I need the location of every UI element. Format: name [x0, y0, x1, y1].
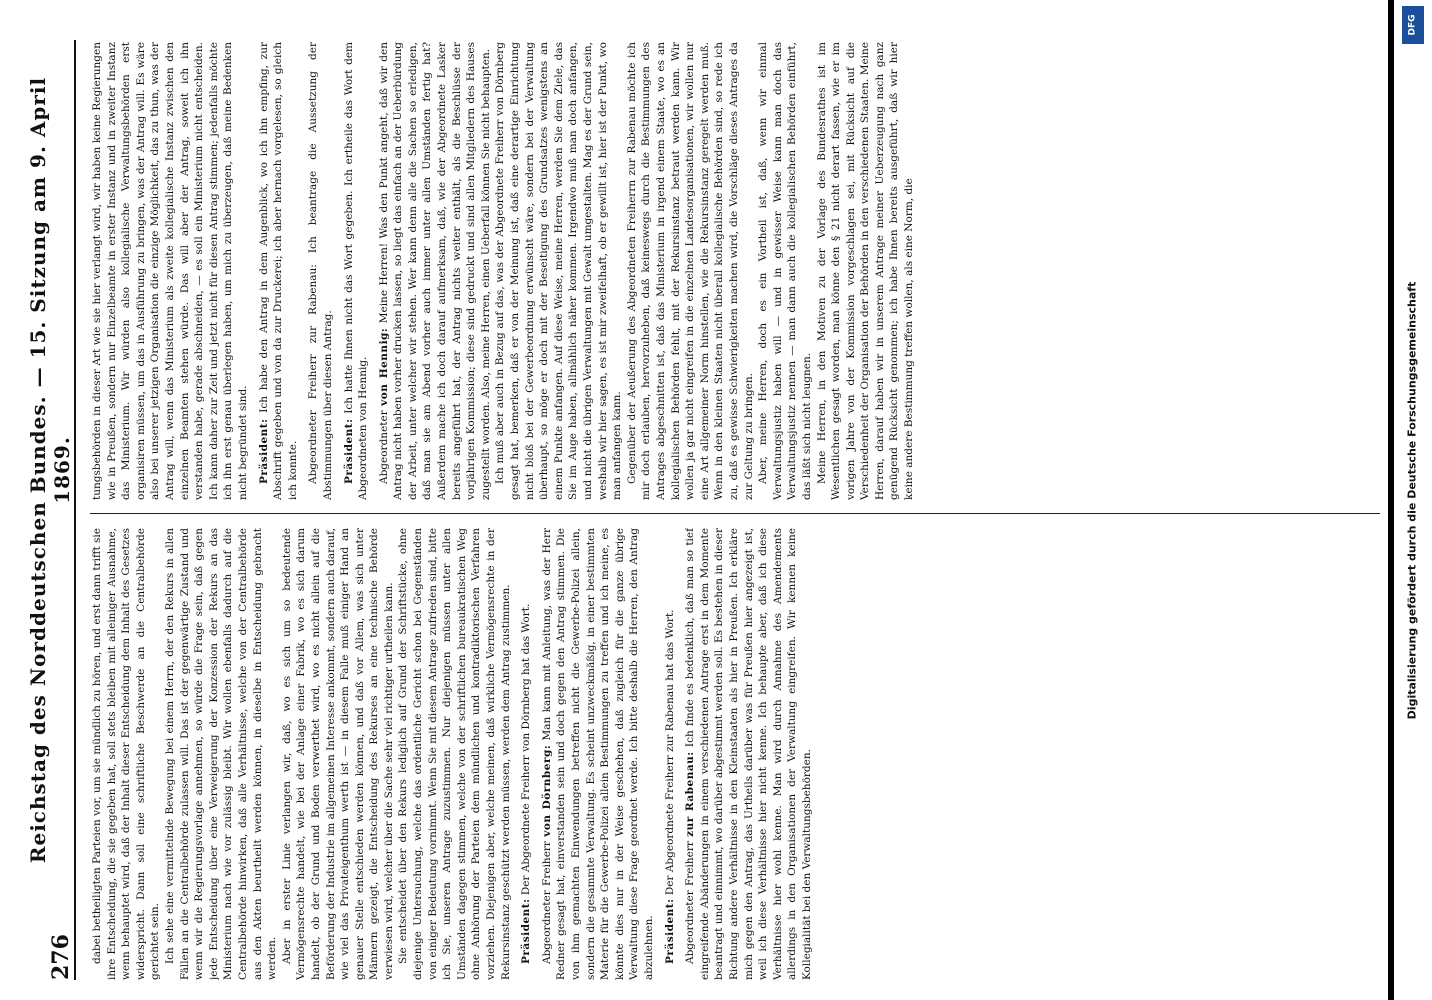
speaker-paragraph	[342, 42, 371, 500]
rotated-page	[26, 40, 1410, 980]
speaker-paragraph	[519, 528, 534, 980]
left-column	[90, 528, 1390, 980]
speaker-prefix: Abgeordneter	[377, 410, 390, 484]
paragraph: Sie entscheidet über den Rekurs lediglich auf Grund der Schriftstücke, ohne diejenige Untersuchung, welche das ordentliche Gericht schon bei Gegenständen von einiger Bedeutung vornimmt. Wenn Sie mit diesem Antrage zufrieden sind, bitte ich Sie, unseren Antrage zuzustimmen. Nur diejenigen müssen unter allen Umständen dagegen stimmen, welche von der schriftlichen bureaukratischen Weg ohne Anhörung der Parteien dem mündlichen und kontradiktorischen Verfahren vorziehen. Diejenigen aber, welche meinen, daß wirkliche Vermögensrechte in der Rekursinstanz geschützt werden müssen, werden dem Antrag zustimmen.	[397, 528, 512, 980]
paragraph: Aber, meine Herren, doch es ein Vortheil ist, daß, wenn wir einmal Verwaltungsjustiz haben will — und in gewisser Weise kann man doch das Verwaltungsjustiz nennen — man dann auch die kollegialischen Behörden einführt, das läßt sich nicht leugnen.	[757, 42, 813, 500]
speaker-paragraph	[663, 528, 678, 980]
speaker-prefix: Abgeordneter Freiherr	[684, 841, 697, 964]
paragraph: Abgeordneter Freiherr zur Rabenau: Ich beantrage die Aussetzung der Abstimmungen über diesen Antrag.	[307, 42, 334, 500]
speech-text: Man kann mit Anleitung, was der Herr Redner gesagt hat, einverstanden sein und doch gegen den Antrag stimmen. Die von ihm gemachten Einwendungen betreffen nicht die Gewerbe-Polizei allein, sondern die gesammte Verwaltung. Es scheint unzweckmäßig, in einer bestimmten Materie für die Gewerbe-Polizei allein Bestimmungen zu treffen und ich meine, es könnte dies nur in der Weise geschehen, daß zugleich für die ganze übrige Verwaltung diese Frage geordnet werde. Ich bitte deshalb die Herren, den Antrag abzulehnen.	[540, 528, 655, 980]
dfg-logo-text: DFG	[1407, 14, 1418, 36]
speech-text: Meine Herren! Was den Punkt angeht, daß wir den Antrag nicht haben vorher drucken lassen, so liegt das einfach an der Ueberbürdung der Arbeit, unter welcher wir stehen. Wer kann denn alle die Sachen so erledigen, daß man sie am Abend vorher auch immer unter allen Umständen fertig hat? Außerdem mache ich doch darauf aufmerksam, daß, wie der Abgeordnete Lasker bereits angeführt hat, der Antrag nichts weiter enthält, als die Beschlüsse der vorjährigen Kommission; diese sind gedruckt und sind allen Mitgliedern des Hauses zugestellt worden. Also, meine Herren, einen Ueberfall können Sie nicht behaupten.	[377, 42, 492, 500]
speaker-name: Präsident:	[520, 898, 533, 964]
speaker-name: Präsident:	[342, 418, 355, 484]
paragraph: Aber in erster Linie verlangen wir, daß, wo es sich um so bedeutende Vermögensrechte handelt, wie bei der Anlage einer Fabrik, wo es sich darum handelt, ob der Grund und Boden verwerthet wird, wo es nicht allein auf die Beförderung der Industrie im allgemeinen Interesse ankommt, sondern auch darauf, wie viel das Privateigenthum werth ist — in diesem Falle muß einiger Hand an genauer Stelle entschieden werden können, und daß vor Allem, was sich unter Männern gezeigt, die Entscheidung des Rekurses an eine technische Behörde verwiesen wird, welcher über die Sache sehr viel richtiger urtheilen kann.	[280, 528, 395, 980]
paragraph: Meine Herren, in den Motiven zu der Vorlage des Bundesrathes ist im Wesentlichen gesagt worden, man könne den § 21 nicht derart fassen, wie er im vorigen Jahre von der Kommission vorgeschlagen sei, mit Rücksicht auf die Verschiedenheit der Organisation der Behörden in den verschiedenen Staaten. Meine Herren, darauf haben wir in unserem Antrage meiner Ueberzeugung nach ganz genügend Rücksicht genommen; ich habe Ihnen bereits ausgeführt, daß wir hier keine andere Bestimmung treffen wollen, als eine Norm, die	[815, 42, 916, 500]
column-divider	[90, 513, 1380, 514]
speaker-name: von Hennig:	[377, 327, 390, 406]
dfg-logo	[1402, 6, 1424, 44]
speaker-paragraph	[257, 42, 301, 500]
page-number: 276	[48, 934, 74, 980]
right-column	[90, 42, 1390, 500]
running-title: Reichstag des Norddeutschen Bundes. — 15. Sitzung am 9. April 1869.	[26, 76, 74, 864]
speech-text: Ich habe den Antrag in dem Augenblick, wo ich ihn empfing, zur Abschrift gegeben und von da zur Druckerei; ich aber hernach vorgelesen, so gleich ich konnte.	[257, 42, 299, 500]
speech-text: Ich hatte Ihnen nicht das Wort gegeben. Ich ertheile das Wort dem Abgeordneten von Hennig.	[342, 42, 370, 500]
speaker-name: Präsident:	[663, 898, 676, 964]
speaker-name: zur Rabenau:	[684, 751, 697, 837]
speaker-paragraph	[683, 528, 814, 980]
speaker-prefix: Abgeordneter Freiherr	[540, 841, 553, 964]
speech-text: Der Abgeordnete Freiherr von Dörnberg hat das Wort.	[520, 603, 533, 896]
speaker-name: von Dörnberg:	[540, 744, 553, 837]
page-header	[26, 40, 76, 980]
speech-text: Der Abgeordnete Freiherr zur Rabenau hat das Wort.	[663, 609, 676, 896]
paragraph: Ich muß aber auch in Bezug auf das, was der Abgeordnete Freiherr von Dörnberg gesagt hat, bemerken, daß er von der Meinung ist, daß eine derartige Einrichtung nicht bloß bei der Gewerbeordnung erwünscht wäre, sondern bei der Verwaltung überhaupt, so möge er doch mit der Beseitigung des Grundsatzes wenigstens an einem Punkte anfangen. Auf diese Weise, meine Herren, werden Sie dem Ziele, das Sie im Auge haben, allmählich näher kommen. Irgendwo muß man doch anfangen, und nicht die übrigen Verwaltungen mit Gewalt umgestalten. Mag es der Grund sein, weshalb wir hier sagen, es ist mir zweifelhaft, ob er gewillt ist, hier ist der Punkt, wo man anfangen kann.	[494, 42, 624, 500]
speaker-name: Präsident:	[257, 418, 270, 484]
paragraph: Ich sehe eine vermittelnde Bewegung bei einem Herrn, der den Rekurs in allen Fällen an die Centralbehörde zulassen will. Das ist der gegenwärtige Zustand und wenn wir die Regierungsvorlage annehmen, so würde die Frage sein, daß gegen jede Entscheidung über eine Verweigerung der Konzession der Rekurs an das Ministerium nach wie vor zulässig bleibt. Wir wollen ebenfalls dadurch auf die Centralbehörde hinwirken, daß alle Verhältnisse, welche von der Centralbehörde aus den Akten beurtheilt werden können, in dieselbe in Entscheidung gebracht werden.	[163, 528, 279, 980]
speech-text: Ich finde es bedenklich, daß man so tief eingreifende Abänderungen in einem verschiedenen Antrage erst in dem Momente beantragt und einnimmt, wo darüber abgestimmt werden soll. Es bestehen in dieser Richtung andere Verhältnisse in den Kleinstaaten als hier in Preußen. Ich erkläre mich gegen den Antrag, das Urtheils darüber was für Preußen hier angezeigt ist, weil ich diese Verhältnisse hier nicht kenne. Ich behaupte aber, daß ich diese Verhältnisse hier wohl kenne. Man wird durch Annahme des Amendements allerdings in den Organisationen der Verwaltung eingreifen. Wir kennen keine Kollegialität bei den Verwaltungsbehörden.	[684, 528, 813, 980]
digitization-imprint	[1398, 0, 1426, 1000]
speaker-paragraph	[540, 528, 657, 980]
paragraph: tungsbehörden in dieser Art wie sie hier verlangt wird, wir haben keine Regierungen wie in Preußen, sondern nur Einzelbeamte in erster Instanz und in zweiter Instanz das Ministerium. Wir würden also kollegialische Verwaltungsbehörden erst organisiren müssen, um das in Ausführung zu bringen, was der Antrag will. Es wäre also bei unserer jetzigen Organisation die einzige Möglichkeit, das zu thun, was der Antrag will, wenn das Ministerium als zweite kollegialische Instanz zwischen den einzelnen Beamten stehen würde. Das will aber der Antrag, soweit ich ihn verstanden habe, gerade abschneiden, — es soll ein Ministerium nicht entscheiden. Ich kann daher zur Zeit und jetzt nicht für diesen Antrag stimmen; jedenfalls möchte ich ihn erst genau überlegen haben, um mich zu überzeugen, daß meine Bedenken nicht begründet sind.	[91, 42, 249, 500]
imprint-text: Digitalisierung gefördert durch die Deutsche Forschungsgemeinschaft	[1405, 281, 1419, 719]
paragraph: Gegenüber der Aeußerung des Abgeordneten Freiherrn zur Rabenau möchte ich mir doch erlauben, hervorzuheben, daß keineswegs durch die Bestimmungen des Antrages abgeschnitten ist, daß das Ministerium in irgend einem Staate, wo es an kollegialischen Behörden fehlt, mit der Rekursinstanz betraut werden kann. Wir wollen ja gar nicht eingreifen in die einzelnen Landesorganisationen, wir wollen nur eine Art allgemeiner Norm hinstellen, wie die Rekursinstanz geregelt werden muß. Wenn in den kleinen Staaten nicht überall kollegialische Behörden sind, so rede ich zu, daß es gewisse Schwierigkeiten machen wird, die Vorschläge dieses Antrages da zur Geltung zu bringen.	[625, 42, 755, 500]
scan-edge	[1388, 0, 1394, 1000]
speaker-paragraph	[377, 42, 494, 500]
paragraph: dabei betheiligten Parteien vor, um sie mündlich zu hören, und erst dann trifft sie ihre Entscheidung, die sie gegeben hat, soll stets bleiben mit alleiniger Ausnahme, wenn behauptet wird, daß der Inhalt dieser Entscheidung dem Inhalt des Gesetzes widerspricht. Dann soll eine schriftliche Beschwerde an die Centralbehörde gerichtet sein.	[91, 528, 162, 980]
